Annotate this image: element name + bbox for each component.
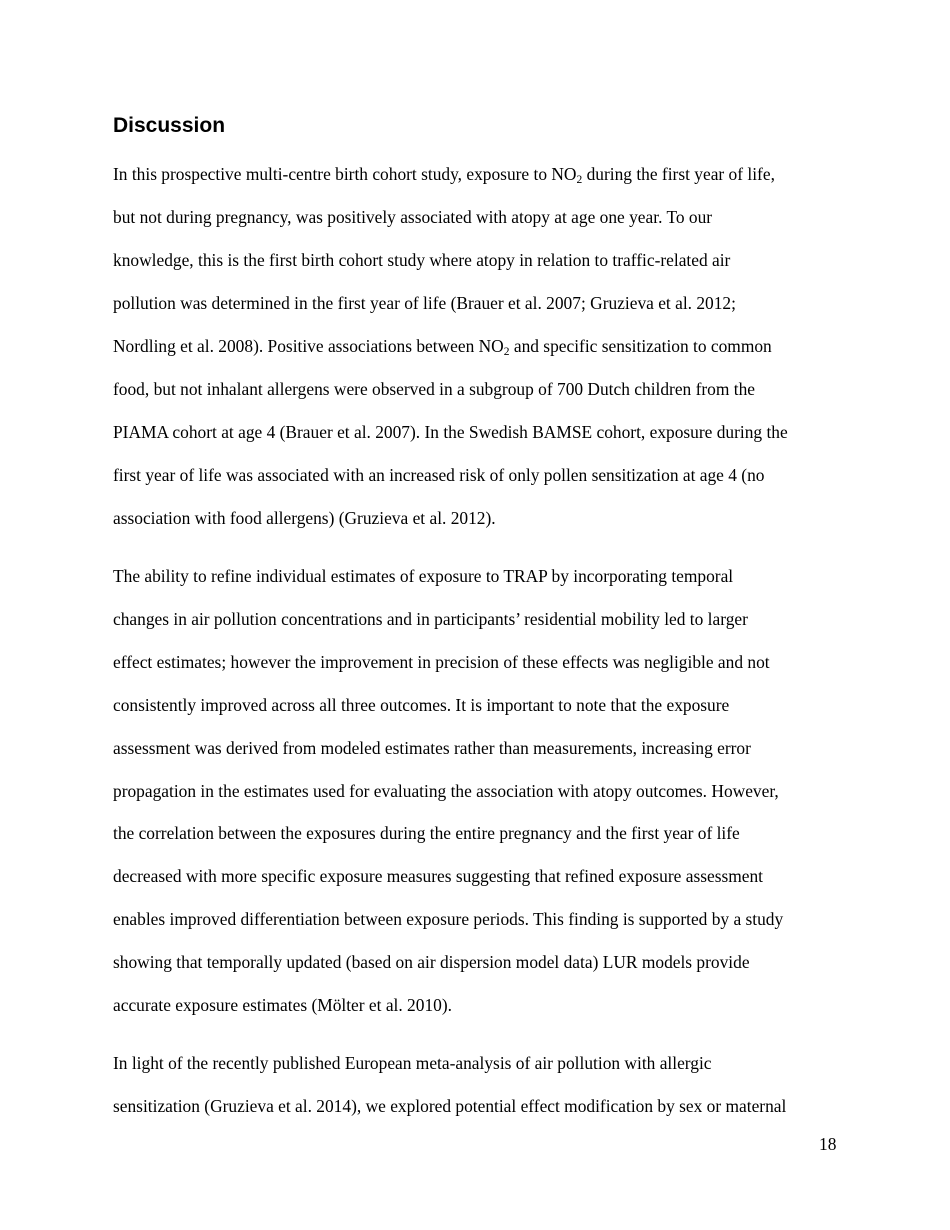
paragraph-1-line-9: association with food allergens) (Gruzieva et al. 2012). xyxy=(113,508,496,528)
paragraph-2-line-1: The ability to refine individual estimates of exposure to TRAP by incorporating temporal xyxy=(113,566,734,586)
subscript: 2 xyxy=(503,346,510,358)
page-number: 18 xyxy=(819,1134,837,1154)
paragraph-2-line-3: effect estimates; however the improvement in precision of these effects was negligible and not xyxy=(113,652,770,672)
paragraph-1-line-4: pollution was determined in the first year of life (Brauer et al. 2007; Gruzieva et al. 2012; xyxy=(113,293,736,313)
paragraph-1-line-3: knowledge, this is the first birth cohort study where atopy in relation to traffic-related air xyxy=(113,250,731,270)
paragraph-1-line-2: but not during pregnancy, was positively associated with atopy at age one year. To our xyxy=(113,207,713,227)
text-segment: Nordling et al. 2008). Positive associations between NO xyxy=(113,336,504,356)
paragraph-2-line-8: decreased with more specific exposure measures suggesting that refined exposure assessment xyxy=(113,866,764,886)
paragraph-2-line-11: accurate exposure estimates (Mölter et al. 2010). xyxy=(113,995,452,1015)
paragraph-2-line-7: the correlation between the exposures during the entire pregnancy and the first year of life xyxy=(113,823,740,843)
section-heading: Discussion xyxy=(113,114,226,137)
paragraph-2-line-6: propagation in the estimates used for evaluating the association with atopy outcomes. However, xyxy=(113,781,779,801)
paragraph-1-line-6: food, but not inhalant allergens were observed in a subgroup of 700 Dutch children from the xyxy=(113,379,756,399)
text-segment: and specific sensitization to common xyxy=(509,336,772,356)
paragraph-2-line-2: changes in air pollution concentrations and in participants’ residential mobility led to larger xyxy=(113,609,748,629)
paragraph-1-line-7: PIAMA cohort at age 4 (Brauer et al. 2007). In the Swedish BAMSE cohort, exposure during the xyxy=(113,422,788,442)
paragraph-1-line-8: first year of life was associated with an increased risk of only pollen sensitization at age 4 (no xyxy=(113,465,765,485)
paragraph-3-line-1: In light of the recently published European meta-analysis of air pollution with allergic xyxy=(113,1053,712,1073)
paragraph-2-line-4: consistently improved across all three outcomes. It is important to note that the exposure xyxy=(113,695,730,715)
paragraph-1-line-1 xyxy=(113,163,775,185)
paragraph-1-line-5 xyxy=(113,335,772,357)
paragraph-2-line-10: showing that temporally updated (based on air dispersion model data) LUR models provide xyxy=(113,952,750,972)
text-segment: during the first year of life, xyxy=(582,164,775,184)
paragraph-2-line-9: enables improved differentiation between exposure periods. This finding is supported by a study xyxy=(113,909,784,929)
paragraph-2-line-5: assessment was derived from modeled estimates rather than measurements, increasing error xyxy=(113,738,751,758)
text-segment: In this prospective multi-centre birth cohort study, exposure to NO xyxy=(113,164,577,184)
subscript: 2 xyxy=(576,174,583,186)
paragraph-3-line-2: sensitization (Gruzieva et al. 2014), we explored potential effect modification by sex or maternal xyxy=(113,1096,787,1116)
